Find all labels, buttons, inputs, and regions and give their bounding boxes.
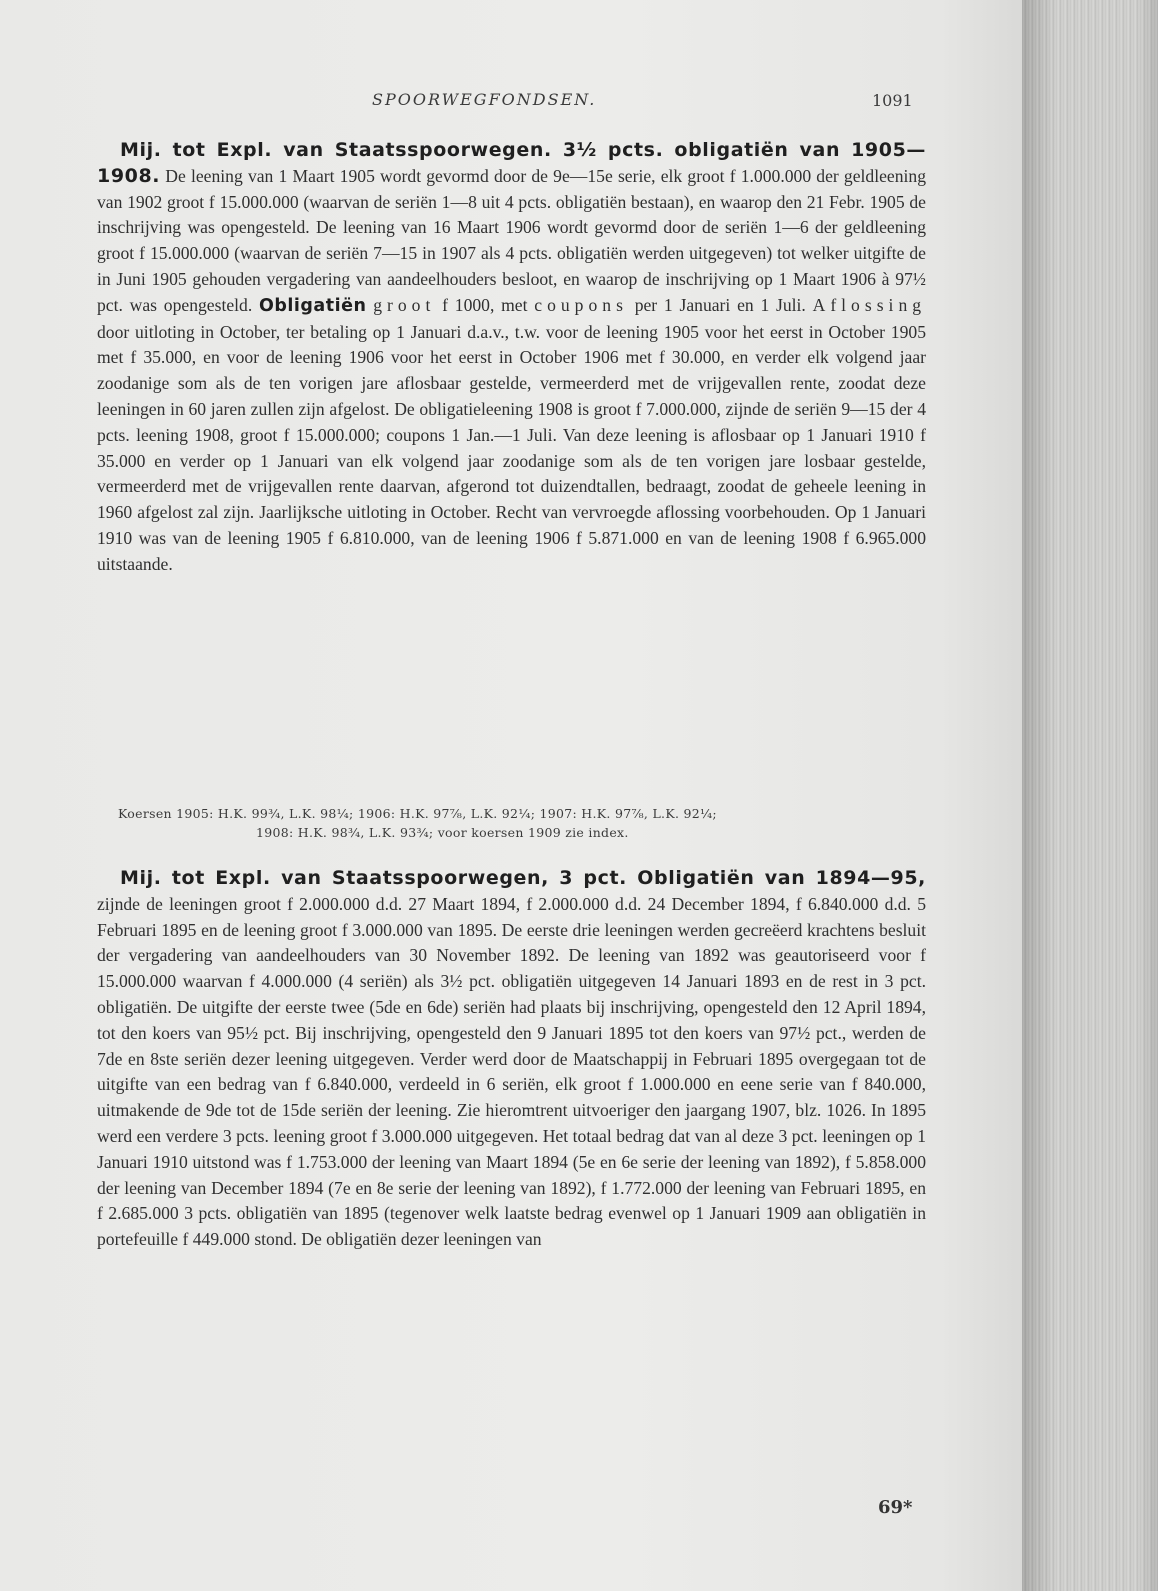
entry-3-pct-obligatien [97, 866, 926, 1253]
entry-heading: Mij. tot Expl. van Staatsspoorwegen, 3 pct. Obligatiën van 1894—95, [120, 867, 926, 889]
running-title: SPOORWEGFONDSEN. [372, 90, 597, 109]
groot-label: groot [373, 294, 436, 315]
aflossing-label: Aflossing [812, 294, 927, 315]
entry-text: per 1 Januari en 1 Juli. [634, 294, 806, 315]
entry-paragraph [97, 866, 926, 1253]
entry-text: door uitloting in October, ter betaling op 1 Januari d.a.v., t.w. voor de leening 1905 voor het eerst in October 1905 met f 35.000, en voor de leening 1906 voor het eerst in October 1906 met f 30.000, en verder elk volgend jaar zoodanige som als de ten vorigen jare aflosbaar gestelde, vermeerderd met de vrijgevallen rente, zoodat deze leeningen in 60 jaren zullen zijn afgelost. De obligatieleening 1908 is groot f 7.000.000, zijnde de seriën 9—15 der 4 pcts. leening 1908, groot f 15.000.000; coupons 1 Jan.—1 Juli. Van deze leening is aflosbaar op 1 Januari 1910 f 35.000 en verder op 1 Januari van elk volgend jaar zoodanige som als de ten vorigen jare losbaar gesteldе, vermeerderd met de vrijgevallen rente daarvan, afgerond tot duizendtallen, bedraagt, zoodat de geheele leening in 1960 afgelost zal zijn. Jaarlijksche uitloting in October. Recht van vervroegde aflossing voorbehouden. Op 1 Januari 1910 was van de leening 1905 f 6.810.000, van de leening 1906 f 5.871.000 en van de leening 1908 f 6.965.000 uitstaande. [97, 321, 926, 574]
coupons-label: coupons [534, 294, 628, 315]
koersen-line: Koersen 1905: H.K. 99¾, L.K. 98¼; 1906: H.K. 97⅞, L.K. 92¼; 1907: H.K. 97⅞, L.K. 92¼; [118, 806, 717, 821]
page-number: 1091 [872, 91, 913, 110]
obligatien-label: Obligatiën [259, 295, 367, 316]
entry-heading: Mij. tot Expl. van Staatsspoorwegen. 3½ pcts. obligatiën van 1905—1908. [97, 139, 926, 187]
book-page-edges [1022, 0, 1158, 1591]
entry-text: De leening van 1 Maart 1905 wordt gevormd door de 9e—15e serie, elk groot f 1.000.000 der geldleening van 1902 groot f 15.000.000 (waarvan de seriën 1—8 uit 4 pcts. obligatiën bestaan), en waarop den 21 Febr. 1905 de inschrijving was opengesteld. De leening van 16 Maart 1906 wordt gevormd door de seriën 1—6 der geldleening groot f 15.000.000 (waarvan de seriën 7—15 in 1907 als 4 pcts. obligatiën werden uitgegeven) tot welker uitgifte de in Juni 1905 gehouden vergadering van aandeelhouders besloot, en waarop de inschrijving op 1 Maart 1906 à 97½ pct. was opengesteld. [97, 165, 927, 315]
signature-mark: 69* [878, 1497, 913, 1518]
entry-text: f 1000, met [442, 294, 528, 315]
entry-paragraph [97, 138, 926, 578]
entry-text: zijnde de leeningen groot f 2.000.000 d.d. 27 Maart 1894, f 2.000.000 d.d. 24 December 1894, f 6.840.000 d.d. 5 Februari 1895 en de leening groot f 3.000.000 van 1895. De eerste drie leeningen werden gecreëerd krachtens besluit der vergadering van aandeelhouders van 30 November 1892. De leening van 1892 was geautoriseerd voor f 15.000.000 waarvan f 4.000.000 (4 seriën) als 3½ pct. obligatiën uitgegeven 14 Januari 1893 en de rest in 3 pct. obligatiën. De uitgifte der eerste twee (5de en 6de) seriën had plaats bij inschrijving, opengesteld den 12 April 1894, tot den koers van 95½ pct. Bij inschrijving, opengesteld den 9 Januari 1895 tot den koers van 97½ pct., werden de 7de en 8ste seriën dezer leening uitgegeven. Verder werd door de Maatschappij in Februari 1895 overgegaan tot de uitgifte van een bedrag van f 6.840.000, verdeeld in 6 seriën, elk groot f 1.000.000 en eene serie van f 840.000, uitmakende de 9de tot de 15de seriën der leening. Zie hieromtrent uitvoeriger den jaargang 1907, blz. 1026. In 1895 werd een verdere 3 pcts. leening groot f 3.000.000 uitgegeven. Het totaal bedrag dat van al deze 3 pct. leeningen op 1 Januari 1910 uitstond was f 1.753.000 der leening van Maart 1894 (5e en 6e serie der leening van 1892), f 5.858.000 der leening van December 1894 (7e en 8e serie der leening van 1892), f 1.772.000 der leening van Februari 1895, en f 2.685.000 3 pcts. obligatiën van 1895 (tegenover welk laatste bedrag evenwel op 1 Januari 1909 aan obligatiën in portefeuille f 449.000 stond. De obligatiën dezer leeningen van [97, 893, 926, 1250]
entry-3-5-pcts-obligatien [97, 138, 926, 578]
koersen-line: 1908: H.K. 98¾, L.K. 93¾; voor koersen 1909 zie index. [256, 825, 629, 840]
koersen-block [118, 804, 928, 842]
